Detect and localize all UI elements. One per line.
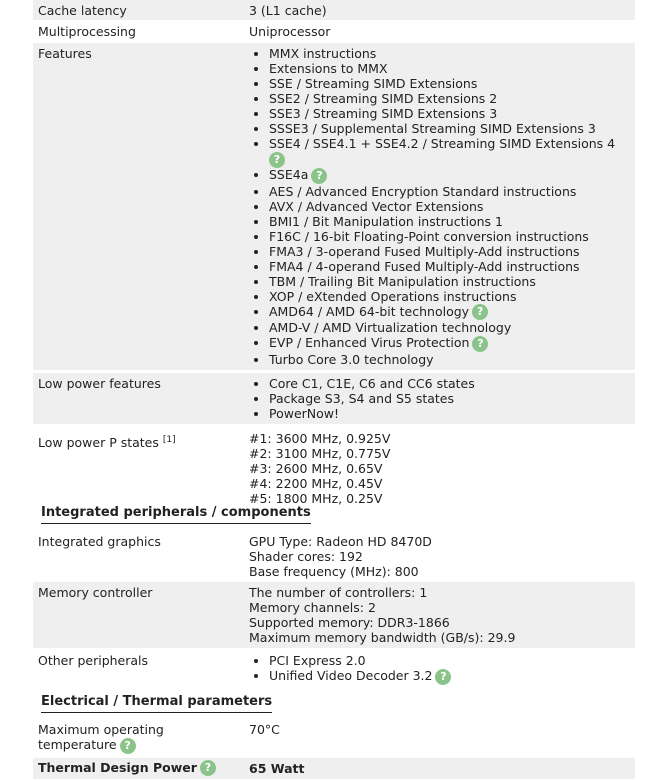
row-features (33, 43, 635, 371)
value-line: Memory channels: 2 (249, 600, 376, 615)
low-power-list (249, 376, 635, 421)
row-tdp (33, 758, 635, 780)
list-item: • PowerNow! (269, 406, 635, 421)
list-item: • Unified Video Decoder 3.2 ? (269, 668, 635, 685)
value-line: Base frequency (MHz): 800 (249, 564, 419, 579)
list-item: • PCI Express 2.0 (269, 653, 635, 668)
low-power-wrap (244, 376, 635, 421)
help-icon[interactable]: ? (472, 304, 488, 320)
list-item: • SSE4 / SSE4.1 + SSE4.2 / Streaming SIMD Extensions 4 ? (269, 136, 635, 168)
list-item: • Package S3, S4 and S5 states (269, 391, 635, 406)
row-label: Low power features (38, 375, 161, 391)
section-heading-integrated: Integrated peripherals / components (41, 505, 311, 524)
peripherals-wrap (244, 653, 635, 685)
p-states-values (244, 431, 635, 506)
row-multiprocessing (33, 21, 635, 43)
memory-values (244, 585, 635, 645)
value-line: GPU Type: Radeon HD 8470D (249, 534, 432, 549)
help-icon[interactable]: ? (472, 336, 488, 352)
value-line: Maximum memory bandwidth (GB/s): 29.9 (249, 630, 516, 645)
value-line: Supported memory: DDR3-1866 (249, 615, 450, 630)
row-max-temp (33, 721, 635, 758)
list-item: • Extensions to MMX (269, 61, 635, 76)
list-item: • SSE3 / Streaming SIMD Extensions 3 (269, 106, 635, 121)
row-value: Uniprocessor (249, 24, 331, 39)
peripherals-list (249, 653, 635, 685)
row-value: 3 (L1 cache) (249, 2, 327, 18)
section-heading-electrical: Electrical / Thermal parameters (41, 694, 272, 713)
help-icon[interactable]: ? (435, 669, 451, 685)
row-other-peripherals (33, 649, 635, 689)
p-state: #4: 2200 MHz, 0.45V (249, 475, 383, 491)
row-label: Features (38, 46, 92, 61)
list-item: • Turbo Core 3.0 technology (269, 352, 635, 367)
row-memory-controller (33, 582, 635, 649)
p-state: #5: 1800 MHz, 0.25V (249, 490, 383, 506)
value-line: The number of controllers: 1 (249, 585, 428, 600)
row-value: 70°C (249, 722, 280, 737)
list-item: • MMX instructions (269, 46, 635, 61)
footnote-link[interactable]: [1] (162, 434, 176, 445)
list-item: • Core C1, C1E, C6 and CC6 states (269, 376, 635, 391)
row-value: 65 Watt (249, 760, 305, 776)
list-item: • F16C / 16-bit Floating-Point conversion instructions (269, 229, 635, 244)
row-label: Low power P states [1] (38, 434, 176, 450)
p-state: #3: 2600 MHz, 0.65V (249, 460, 383, 476)
row-low-power-features (33, 373, 635, 425)
row-label: Multiprocessing (38, 24, 136, 39)
row-label: Cache latency (38, 2, 127, 18)
row-label: Memory controller (38, 585, 153, 600)
list-item: • EVP / Enhanced Virus Protection ? (269, 335, 635, 352)
value-line: Shader cores: 192 (249, 549, 363, 564)
help-icon[interactable]: ? (269, 152, 285, 168)
row-label: Maximum operating temperature ? (38, 722, 164, 752)
list-item: • XOP / eXtended Operations instructions (269, 289, 635, 304)
list-item: • AES / Advanced Encryption Standard instructions (269, 184, 635, 199)
list-item: • BMI1 / Bit Manipulation instructions 1 (269, 214, 635, 229)
p-state: #2: 3100 MHz, 0.775V (249, 445, 391, 461)
p-state: #1: 3600 MHz, 0.925V (249, 430, 391, 446)
features-list-wrap (244, 46, 635, 367)
list-item: • AVX / Advanced Vector Extensions (269, 199, 635, 214)
help-icon[interactable]: ? (311, 168, 327, 184)
row-integrated-graphics (33, 532, 635, 582)
row-label: Other peripherals (38, 653, 149, 668)
row-p-states (33, 425, 635, 515)
graphics-values (244, 534, 635, 579)
row-label: Integrated graphics (38, 534, 161, 549)
list-item: • SSE / Streaming SIMD Extensions (269, 76, 635, 91)
help-icon[interactable]: ? (200, 760, 216, 776)
list-item: • TBM / Trailing Bit Manipulation instructions (269, 274, 635, 289)
list-item: • AMD64 / AMD 64-bit technology ? (269, 304, 635, 321)
list-item: • SSE4a ? (269, 167, 635, 184)
row-label: Thermal Design Power ? (33, 760, 244, 777)
list-item: • SSSE3 / Supplemental Streaming SIMD Extensions 3 (269, 121, 635, 136)
list-item: • AMD-V / AMD Virtualization technology (269, 320, 635, 335)
features-list (249, 46, 635, 367)
list-item: • FMA3 / 3-operand Fused Multiply-Add instructions (269, 244, 635, 259)
list-item: • SSE2 / Streaming SIMD Extensions 2 (269, 91, 635, 106)
help-icon[interactable]: ? (120, 738, 136, 754)
list-item: • FMA4 / 4-operand Fused Multiply-Add instructions (269, 259, 635, 274)
row-cache-latency (33, 0, 635, 21)
